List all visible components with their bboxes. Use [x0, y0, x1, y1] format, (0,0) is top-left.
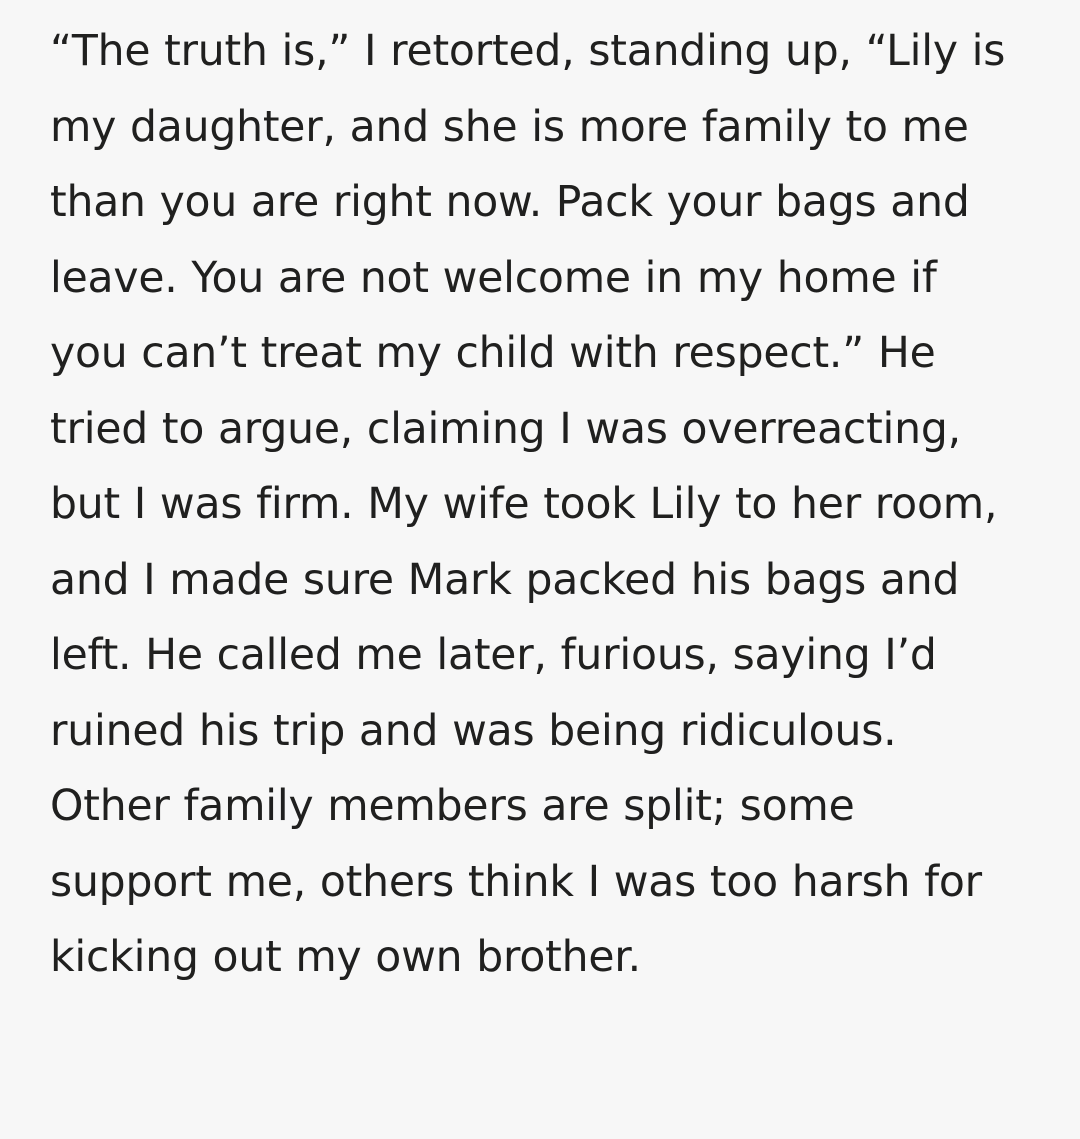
story-paragraph: “The truth is,” I retorted, standing up, “Lily is my daughter, and she is more family to me than you are right now. Pack your bags and leave. You are not welcome in my home if you can’t treat my child with respect.” He tried to argue, claiming I was overreacting, but I was firm. My wife took Lily to her room, and I made sure Mark packed his bags and left. He called me later, furious, saying I’d ruined his trip and was being ridiculous. Other family members are split; some support me, others think I was too harsh for kicking out my own brother. [50, 27, 1019, 982]
